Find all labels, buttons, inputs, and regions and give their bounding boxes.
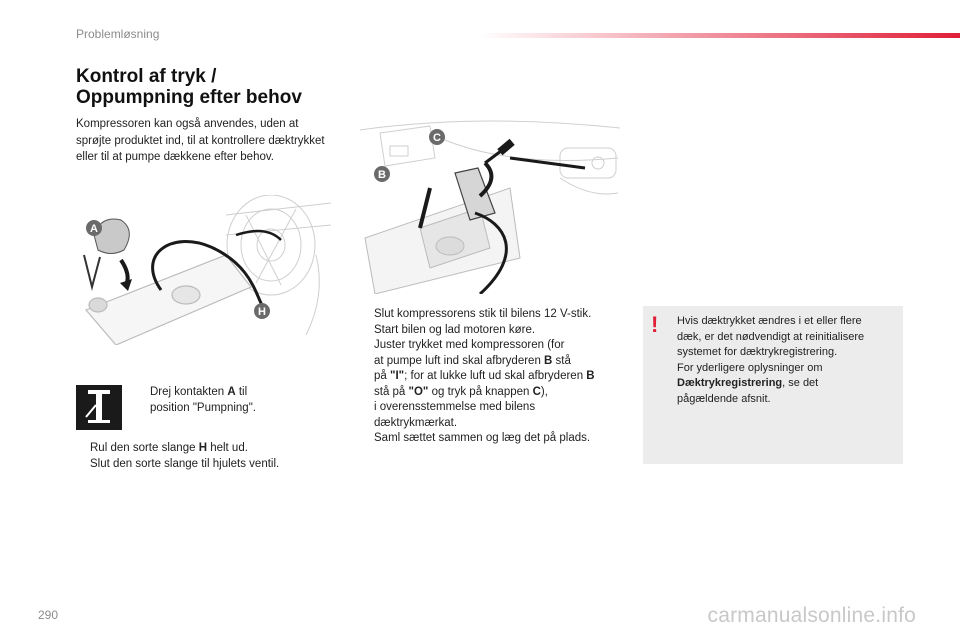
compressor-illustration <box>76 195 336 345</box>
step-key: "O" <box>408 385 429 398</box>
header-accent-bar <box>480 33 960 38</box>
compressor-car-illustration <box>360 118 620 294</box>
step-text: Rul den sorte slange <box>90 442 199 454</box>
callout-c-label: C <box>433 132 441 144</box>
title-line-1: Kontrol af tryk / <box>76 66 217 87</box>
step-text: at pumpe luft ind skal afbryderen <box>374 354 545 367</box>
steps-mid-list <box>360 307 630 447</box>
step-text: Slut kompressorens stik til bilens 12 V-stik. <box>374 308 592 320</box>
list-item <box>76 441 336 457</box>
watermark: carmanualsonline.info <box>707 604 916 627</box>
list-item <box>360 307 630 323</box>
callout-a-label: A <box>90 223 98 235</box>
callout-h-label: H <box>258 306 266 318</box>
step-key: B <box>586 370 595 382</box>
step-key: "I" <box>390 370 405 382</box>
step-text: dæktrykmærkat. <box>374 416 458 429</box>
intro-paragraph: Kompressoren kan også anvendes, uden at sprøjte produktet ind, til at kontrollere dæktrykket eller til at pumpe dækkene efter behov. <box>76 118 325 163</box>
warning-line: Hvis dæktrykket ændres i et eller flere <box>677 315 862 327</box>
step-key: H <box>198 442 207 454</box>
step-text: ), <box>540 385 548 398</box>
section-label: Problemløsning <box>76 27 160 41</box>
warning-line: systemet for dæktrykregistrering. <box>677 346 838 358</box>
step-key: A <box>227 386 236 398</box>
step-text: ; for at lukke luft ud skal afbryderen <box>404 370 587 382</box>
page-title <box>76 66 302 108</box>
warning-line: , se det <box>782 377 819 389</box>
title-line-2: Oppumpning efter behov <box>76 87 302 108</box>
step-text: Slut den sorte slange til hjulets ventil. <box>90 457 280 470</box>
step-text: Juster trykket med kompressoren (for <box>374 339 565 351</box>
warning-keyword: Dæktrykregistrering <box>677 377 783 389</box>
step-text: stå på <box>374 385 409 398</box>
step-text: helt ud. <box>207 442 248 454</box>
step-text: og tryk på knappen <box>428 385 533 398</box>
warning-note <box>643 306 903 464</box>
list-item <box>360 431 630 447</box>
step-key: B <box>544 354 553 367</box>
step-text: i overensstemmelse med bilens <box>374 401 536 413</box>
warning-line: dæk, er det nødvendigt at reinitialisere <box>677 330 865 343</box>
list-item <box>360 323 630 339</box>
warning-line: pågældende afsnit. <box>677 392 771 405</box>
step-text: position "Pumpning". <box>150 401 256 414</box>
step-switch-a <box>136 385 326 416</box>
step-key: C <box>532 385 541 398</box>
callout-b-label: B <box>378 169 386 181</box>
list-item <box>76 457 336 473</box>
list-item <box>360 338 630 431</box>
step-text: Drej kontakten <box>150 386 228 398</box>
step-text: stå <box>552 354 571 367</box>
steps-left-list <box>76 441 336 472</box>
pump-switch-icon <box>76 385 122 430</box>
step-text: på <box>374 370 390 382</box>
page-number: 290 <box>38 608 59 622</box>
warning-line: For yderligere oplysninger om <box>677 361 823 374</box>
warning-icon: ! <box>651 312 659 337</box>
step-text: Start bilen og lad motoren køre. <box>374 323 536 336</box>
step-text: til <box>235 386 248 398</box>
step-text: Saml sættet sammen og læg det på plads. <box>374 432 591 444</box>
warning-text <box>677 314 895 407</box>
